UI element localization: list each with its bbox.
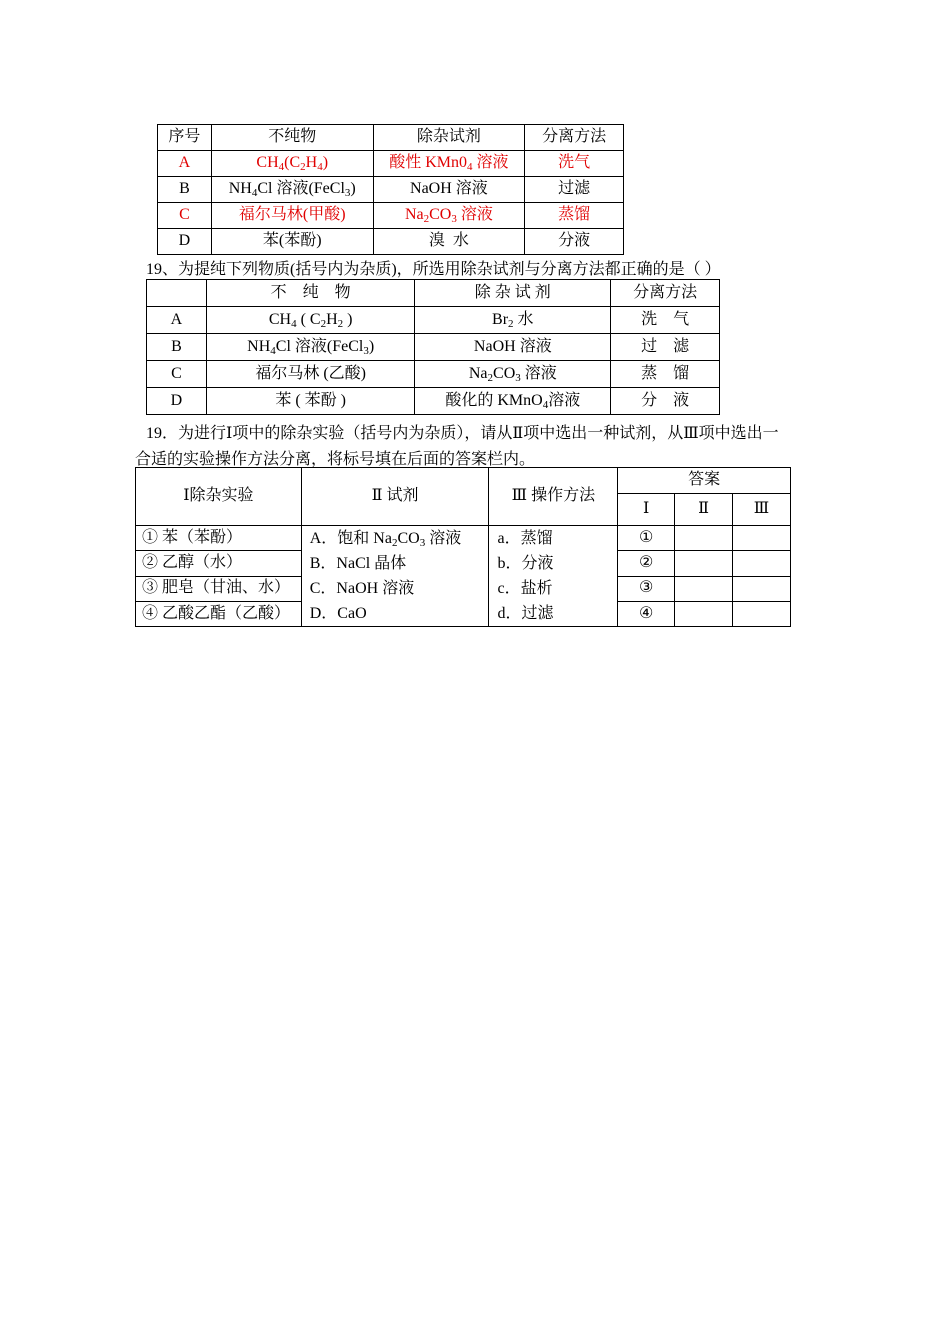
impure-substance: 苯(苯酚) — [211, 229, 373, 255]
method: 过 滤 — [611, 334, 720, 361]
table-1 — [157, 124, 624, 255]
header-answer: 答案 — [618, 468, 791, 494]
method: 洗 气 — [611, 307, 720, 334]
header-cell: 序号 — [158, 125, 212, 151]
reagent: $Na_2CO_3$ 溶液 — [373, 203, 525, 229]
answer-blank[interactable] — [675, 526, 733, 551]
header-cell: 分离方法 — [525, 125, 624, 151]
table-2-header — [147, 280, 720, 307]
impure-substance: $NH_4Cl$ 溶液(FeCl$_3$) — [211, 177, 373, 203]
table-row — [147, 361, 720, 388]
header-cell: 不纯物 — [211, 125, 373, 151]
row-id: C — [147, 361, 207, 388]
method-item: a．蒸馏 — [497, 530, 553, 547]
table-row — [158, 229, 624, 255]
answer-id: ③ — [618, 576, 675, 601]
answer-id: ① — [618, 526, 675, 551]
impure-substance: 福尔马林 (乙酸) — [206, 361, 415, 388]
header-reagent: Ⅱ 试剂 — [301, 468, 489, 526]
header-cell: 分离方法 — [611, 280, 720, 307]
reagent-item: C．NaOH 溶液 — [309, 580, 415, 597]
question-19b-line1: 19．为进行Ⅰ项中的除杂实验（括号内为杂质），请从Ⅱ项中选出一种试剂，从Ⅲ项中选出一 — [146, 425, 779, 442]
reagent-item: A．饱和 $Na_2CO_3$ 溶液 — [309, 530, 462, 549]
experiment-item: ④ 乙酸乙酯（乙酸） — [136, 601, 302, 626]
impure-substance: $NH_4Cl$ 溶液(FeCl$_3$) — [206, 334, 415, 361]
reagent-item: B．NaCl 晶体 — [309, 555, 407, 572]
table-3-header — [136, 468, 791, 494]
question-19a: 19、为提纯下列物质(括号内为杂质)，所选用除杂试剂与分离方法都正确的是（ ） — [146, 261, 721, 278]
table-row — [158, 203, 624, 229]
header-method: Ⅲ 操作方法 — [489, 468, 618, 526]
method: 分 液 — [611, 388, 720, 415]
answer-id: ② — [618, 551, 675, 576]
reagent-item: D．CaO — [309, 605, 367, 622]
answer-blank[interactable] — [675, 601, 733, 626]
reagent: 溴 水 — [373, 229, 525, 255]
answer-sub-header: Ⅱ — [675, 494, 733, 526]
reagent: 酸性 $KMn0_4$ 溶液 — [373, 151, 525, 177]
table-row — [147, 334, 720, 361]
row-id: D — [158, 229, 212, 255]
reagent: $Br_2$ 水 — [415, 307, 611, 334]
row-id: A — [147, 307, 207, 334]
header-cell — [147, 280, 207, 307]
method-item: c．盐析 — [497, 580, 553, 597]
answer-blank[interactable] — [675, 576, 733, 601]
impure-substance: 苯 ( 苯酚 ) — [206, 388, 415, 415]
table-row — [158, 151, 624, 177]
reagent: NaOH 溶液 — [373, 177, 525, 203]
table-row — [147, 307, 720, 334]
row-id: B — [147, 334, 207, 361]
reagent: NaOH 溶液 — [415, 334, 611, 361]
method: 蒸馏 — [525, 203, 624, 229]
reagent-list — [301, 526, 489, 627]
method-list — [489, 526, 618, 627]
impure-substance: 福尔马林(甲酸) — [211, 203, 373, 229]
answer-blank[interactable] — [733, 526, 791, 551]
method-item: b．分液 — [497, 555, 554, 572]
answer-blank[interactable] — [675, 551, 733, 576]
table-3 — [135, 467, 791, 627]
answer-blank[interactable] — [733, 576, 791, 601]
answer-sub-header: Ⅰ — [618, 494, 675, 526]
method: 过滤 — [525, 177, 624, 203]
header-experiment: Ⅰ除杂实验 — [136, 468, 302, 526]
row-id: C — [158, 203, 212, 229]
impure-substance: $CH_4$ ( $C_2H_2$ ) — [206, 307, 415, 334]
question-19b-line2: 合适的实验操作方法分离，将标号填在后面的答案栏内。 — [135, 451, 536, 468]
answer-blank[interactable] — [733, 601, 791, 626]
answer-sub-header: Ⅲ — [733, 494, 791, 526]
answer-blank[interactable] — [733, 551, 791, 576]
method: 分液 — [525, 229, 624, 255]
header-cell: 除 杂 试 剂 — [415, 280, 611, 307]
method-item: d．过滤 — [497, 605, 554, 622]
impure-substance: $CH_4(C_2H_4)$ — [211, 151, 373, 177]
experiment-item: ② 乙醇（水） — [136, 551, 302, 576]
table-row — [158, 177, 624, 203]
table-row — [136, 526, 791, 551]
row-id: D — [147, 388, 207, 415]
answer-id: ④ — [618, 601, 675, 626]
method: 洗气 — [525, 151, 624, 177]
row-id: B — [158, 177, 212, 203]
experiment-item: ① 苯（苯酚） — [136, 526, 302, 551]
table-1-header — [158, 125, 624, 151]
method: 蒸 馏 — [611, 361, 720, 388]
header-cell: 除杂试剂 — [373, 125, 525, 151]
table-row — [147, 388, 720, 415]
reagent: $Na_2CO_3$ 溶液 — [415, 361, 611, 388]
experiment-item: ③ 肥皂（甘油、水） — [136, 576, 302, 601]
table-2 — [146, 279, 720, 415]
row-id: A — [158, 151, 212, 177]
header-cell: 不 纯 物 — [206, 280, 415, 307]
reagent: 酸化的 KMnO$_4$溶液 — [415, 388, 611, 415]
